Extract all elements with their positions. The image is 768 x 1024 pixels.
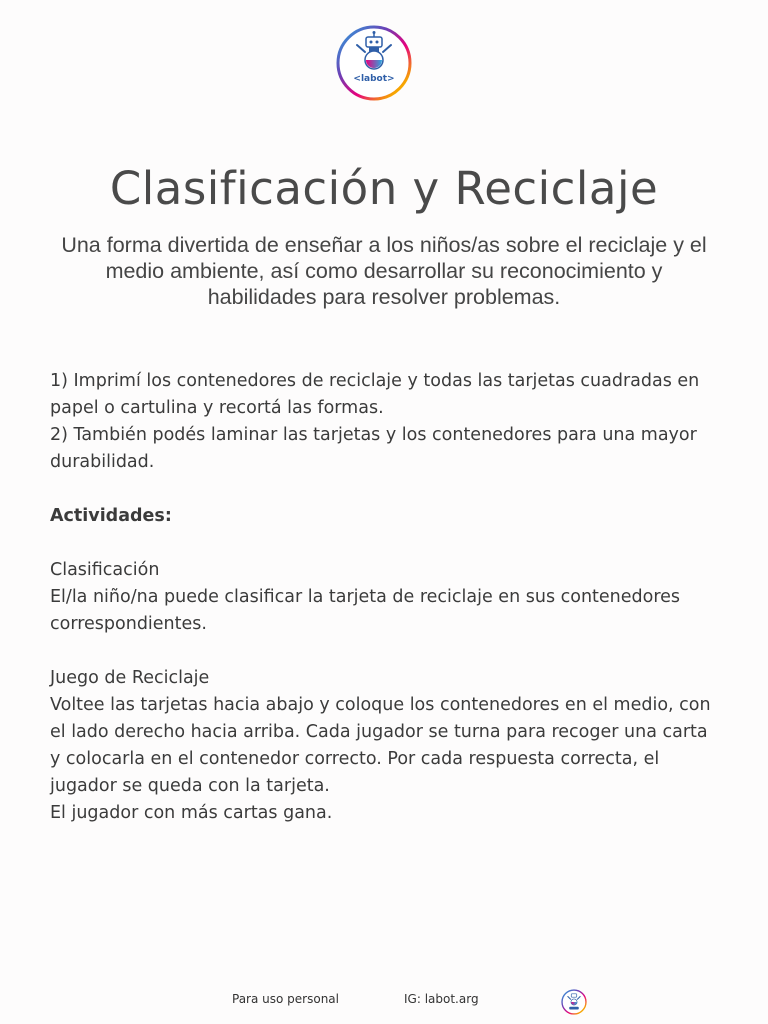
- activity-title-clasificacion: Clasificación: [50, 560, 160, 580]
- document-body: [50, 368, 720, 827]
- page-title: Clasificación y Reciclaje: [109, 162, 659, 216]
- step-1: 1) Imprimí los contenedores de reciclaje y todas las tarjetas cuadradas en papel o cartulina y recortá las formas.: [50, 371, 700, 418]
- page-subtitle: Una forma divertida de enseñar a los niños/as sobre el reciclaje y el medio ambiente, así como desarrollar su reconocimiento y habilidades para resolver problemas.: [61, 233, 707, 309]
- labot-footer-logo: [561, 989, 587, 1015]
- activity-text-juego-end: El jugador con más cartas gana.: [50, 803, 333, 823]
- footer-instagram: IG: labot.arg: [404, 992, 479, 1006]
- activities-heading: Actividades:: [50, 506, 172, 526]
- labot-logo: [336, 25, 412, 101]
- footer-personal-use: Para uso personal: [232, 992, 339, 1006]
- activity-text-juego: Voltee las tarjetas hacia abajo y coloque los contenedores en el medio, con el lado derecho hacia arriba. Cada jugador se turna para recoger una carta y colocarla en el contenedor correcto. Por cada respuesta correcta, el jugador se queda con la tarjeta.: [50, 695, 711, 796]
- activity-text-clasificacion: El/la niño/na puede clasificar la tarjeta de reciclaje en sus contenedores correspondientes.: [50, 587, 681, 634]
- activity-title-juego: Juego de Reciclaje: [50, 668, 210, 688]
- logo-text: <labot>: [353, 74, 395, 84]
- step-2: 2) También podés laminar las tarjetas y los contenedores para una mayor durabilidad.: [50, 425, 697, 472]
